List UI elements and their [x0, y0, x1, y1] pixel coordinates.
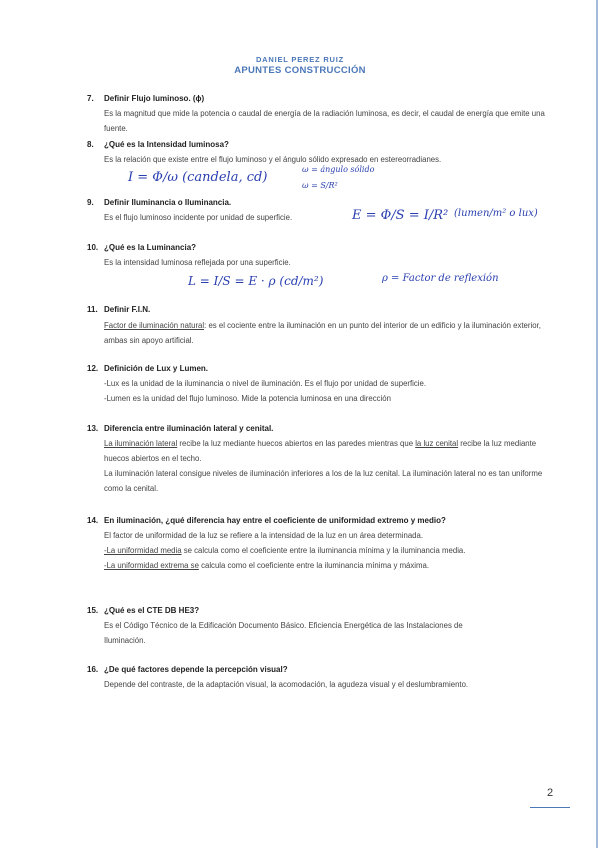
answer-text: recibe la luz mediante huecos abiertos en las paredes mientras que [177, 439, 416, 448]
answer-paragraph: La iluminación lateral consigue niveles de iluminación inferiores a los de la luz cenital. La iluminación lateral no es tan uniforme como la cenital. [104, 469, 543, 493]
question-number: 7. [87, 94, 94, 103]
answer-text: se calcula como el coeficiente entre la iluminancia mínima y la iluminancia media. [181, 546, 466, 555]
term-underlined: La iluminación lateral [104, 439, 178, 448]
term-underlined: -La uniformidad media [104, 546, 182, 555]
handwritten-note-solid-angle-formula: ω = S/R² [302, 181, 338, 190]
question-heading [87, 606, 199, 615]
question-number: 12. [87, 364, 99, 373]
answer-paragraph: El factor de uniformidad de la luz se refiere a la intensidad de la luz en un área determinada. [104, 531, 423, 540]
question-heading [87, 305, 150, 314]
question-title: En iluminación, ¿qué diferencia hay entre el coeficiente de uniformidad extremo y medio? [104, 516, 446, 525]
question-number: 14. [87, 516, 99, 525]
handwritten-note-solid-angle: ω = ángulo sólido [302, 165, 375, 174]
question-answer: Depende del contraste, de la adaptación visual, la acomodación, la agudeza visual y el deslumbramiento. [104, 680, 469, 689]
question-title: ¿Qué es la Luminancia? [104, 243, 197, 252]
question-heading [87, 140, 229, 149]
question-answer: Es la relación que existe entre el flujo luminoso y el ángulo sólido expresado en estereorradianes. [104, 155, 442, 164]
question-number: 11. [87, 305, 98, 314]
answer-line-lux: -Lux es la unidad de la iluminancia o nivel de iluminación. Es el flujo por unidad de superficie. [104, 379, 427, 388]
answer-text: recibe la luz mediante huecos abiertos en el techo. [104, 439, 537, 463]
page-edge-rule [596, 0, 598, 848]
question-heading [87, 198, 231, 207]
question-answer [104, 318, 546, 348]
question-heading [87, 94, 204, 103]
handwritten-formula-luminance: L = I/S = E · ρ (cd/m²) [188, 274, 324, 288]
answer-line-lumen: -Lumen es la unidad del flujo luminoso. Mide la potencia luminosa en una dirección [104, 394, 391, 403]
handwritten-formula-intensity: I = Φ/ω (candela, cd) [128, 170, 268, 185]
handwritten-units-illuminance: (lumen/m² o lux) [454, 208, 538, 219]
question-heading [87, 665, 288, 674]
question-number: 15. [87, 606, 99, 615]
question-title: Definir Iluminancia o Iluminancia. [104, 198, 232, 207]
answer-text: : es el cociente entre la iluminación en un punto del interior de un edificio y la iluminación exterior, ambas sin apoyo artificial. [104, 321, 541, 345]
answer-paragraph [104, 558, 546, 573]
question-answer: Es el flujo luminoso incidente por unidad de superficie. [104, 213, 293, 222]
answer-text: calcula como el coeficiente entre la iluminancia mínima y máxima. [198, 561, 430, 570]
footer-rule [530, 807, 570, 808]
question-title: Definición de Lux y Lumen. [104, 364, 209, 373]
question-answer: Es la intensidad luminosa reflejada por una superficie. [104, 258, 291, 267]
question-answer: Es el Código Técnico de la Edificación Documento Básico. Eficiencia Energética de las Instalaciones de Iluminación. [104, 621, 463, 645]
question-number: 13. [87, 424, 99, 433]
question-title: Definir Flujo luminoso. (ɸ) [104, 94, 205, 103]
term-underlined: Factor de iluminación natural [104, 321, 205, 330]
header-title: APUNTES CONSTRUCCIÓN [234, 65, 366, 76]
question-answer [104, 528, 546, 573]
question-heading [87, 364, 208, 373]
question-number: 8. [87, 140, 94, 149]
question-heading [87, 516, 446, 525]
question-number: 10. [87, 243, 99, 252]
page-number: 2 [546, 787, 554, 799]
question-title: ¿De qué factores depende la percepción visual? [104, 665, 288, 674]
answer-paragraph [104, 543, 546, 558]
header-author: DANIEL PEREZ RUIZ [255, 55, 345, 64]
question-title: Definir F.I.N. [104, 305, 151, 314]
question-title: Diferencia entre iluminación lateral y cenital. [104, 424, 274, 433]
term-underlined: -La uniformidad extrema se [104, 561, 199, 570]
question-answer [104, 436, 546, 496]
question-title: ¿Qué es el CTE DB HE3? [104, 606, 200, 615]
question-heading [87, 243, 196, 252]
question-answer [104, 376, 546, 406]
question-title: ¿Qué es la Intensidad luminosa? [104, 140, 229, 149]
question-number: 9. [87, 198, 94, 207]
question-number: 16. [87, 665, 99, 674]
question-answer: Es la magnitud que mide la potencia o caudal de energía de la radiación luminosa, es decir, el caudal de energía que emite una fuente. [104, 109, 545, 133]
question-heading [87, 424, 273, 433]
answer-paragraph [104, 436, 546, 466]
handwritten-note-reflection: ρ = Factor de reflexión [382, 273, 499, 284]
handwritten-formula-illuminance: E = Φ/S = I/R² [352, 208, 449, 223]
term-underlined: la luz cenital [415, 439, 459, 448]
